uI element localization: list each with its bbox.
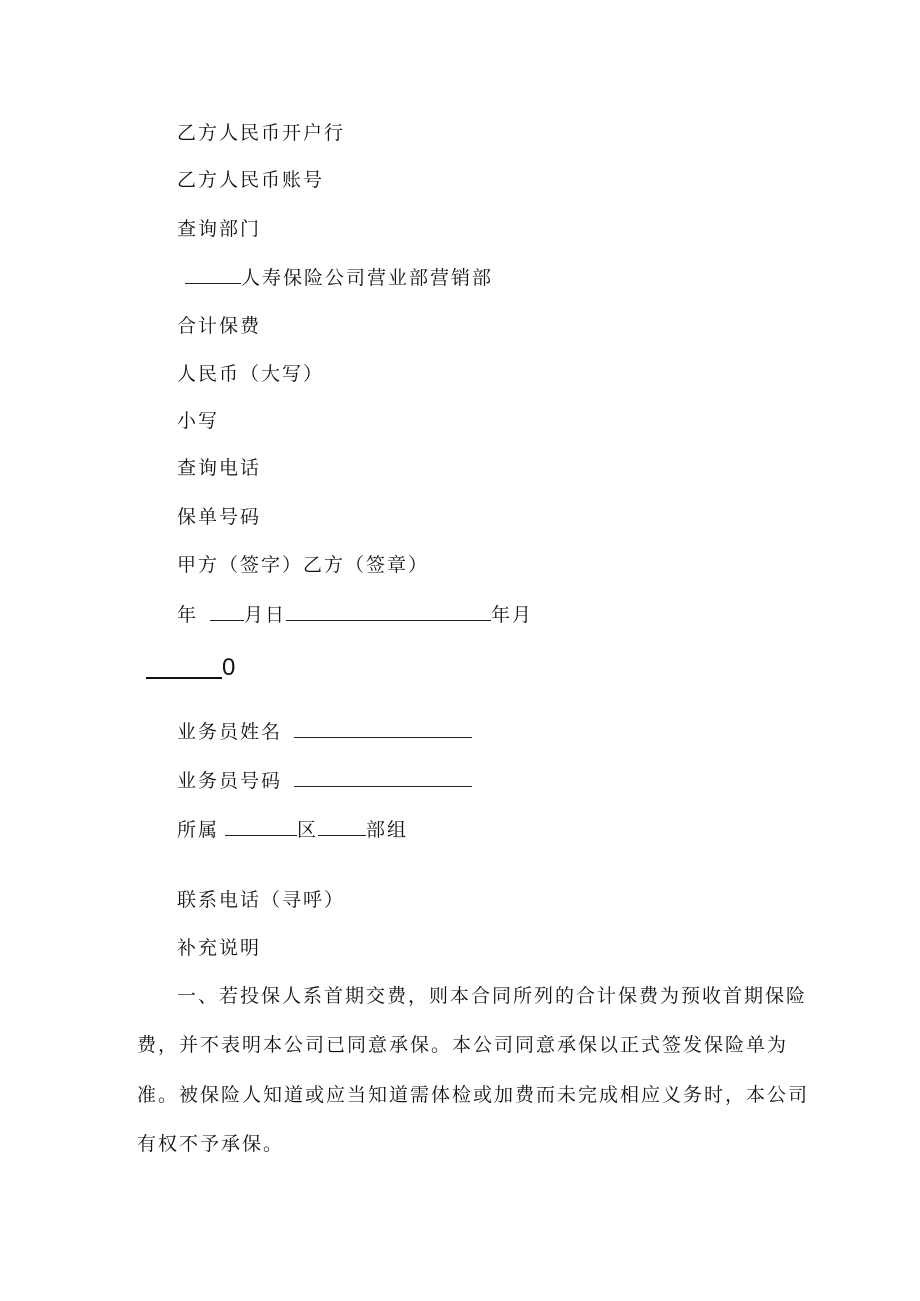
company-branch-row [185, 265, 493, 290]
date-year-month-label: 年月 [491, 604, 534, 626]
month-blank[interactable] [210, 602, 244, 621]
date-month-day-label: 月日 [244, 604, 287, 626]
account-of-party-b-label: 乙方人民币账号 [177, 169, 325, 191]
zero-mark-underline [146, 677, 222, 679]
supplementary-note-label: 补充说明 [177, 937, 262, 959]
section-field[interactable] [318, 817, 366, 836]
section-label: 部组 [366, 819, 409, 841]
signatures-label: 甲方（签字）乙方（签章） [177, 554, 430, 576]
rmb-uppercase-label: 人民币（大写） [177, 363, 325, 385]
total-premium-label: 合计保费 [177, 315, 262, 337]
date-row [177, 602, 533, 627]
note-line-3: 准。被保险人知道或应当知道需体检或加费而未完成相应义务时，本公司 [137, 1084, 810, 1106]
date-year-label: 年 [177, 604, 199, 626]
belongs-to-label: 所属 [177, 819, 220, 841]
salesperson-number-field[interactable] [294, 768, 472, 787]
note-line-4: 有权不予承保。 [137, 1133, 285, 1155]
zero-mark: 0 [222, 654, 236, 681]
inquiry-dept-label: 查询部门 [177, 218, 262, 240]
note-line-2: 费，并不表明本公司已同意承保。本公司同意承保以正式签发保险单为 [137, 1034, 789, 1056]
lowercase-label: 小写 [177, 410, 220, 432]
belongs-to-row [177, 817, 408, 842]
district-field[interactable] [225, 817, 297, 836]
date-long-blank[interactable] [286, 602, 491, 621]
inquiry-phone-label: 查询电话 [177, 457, 262, 479]
district-label: 区 [297, 819, 319, 841]
company-branch-blank[interactable] [185, 265, 241, 284]
salesperson-number-row [177, 768, 472, 793]
salesperson-name-row [177, 719, 472, 744]
policy-number-label: 保单号码 [177, 506, 262, 528]
note-line-1: 一、若投保人系首期交费，则本合同所列的合计保费为预收首期保险 [177, 985, 808, 1007]
bank-of-party-b-label: 乙方人民币开户行 [177, 122, 346, 144]
salesperson-name-field[interactable] [294, 719, 472, 738]
salesperson-name-label: 业务员姓名 [177, 721, 283, 743]
company-branch-label: 人寿保险公司营业部营销部 [241, 267, 494, 289]
contact-phone-label: 联系电话（寻呼） [177, 889, 346, 911]
salesperson-number-label: 业务员号码 [177, 770, 283, 792]
